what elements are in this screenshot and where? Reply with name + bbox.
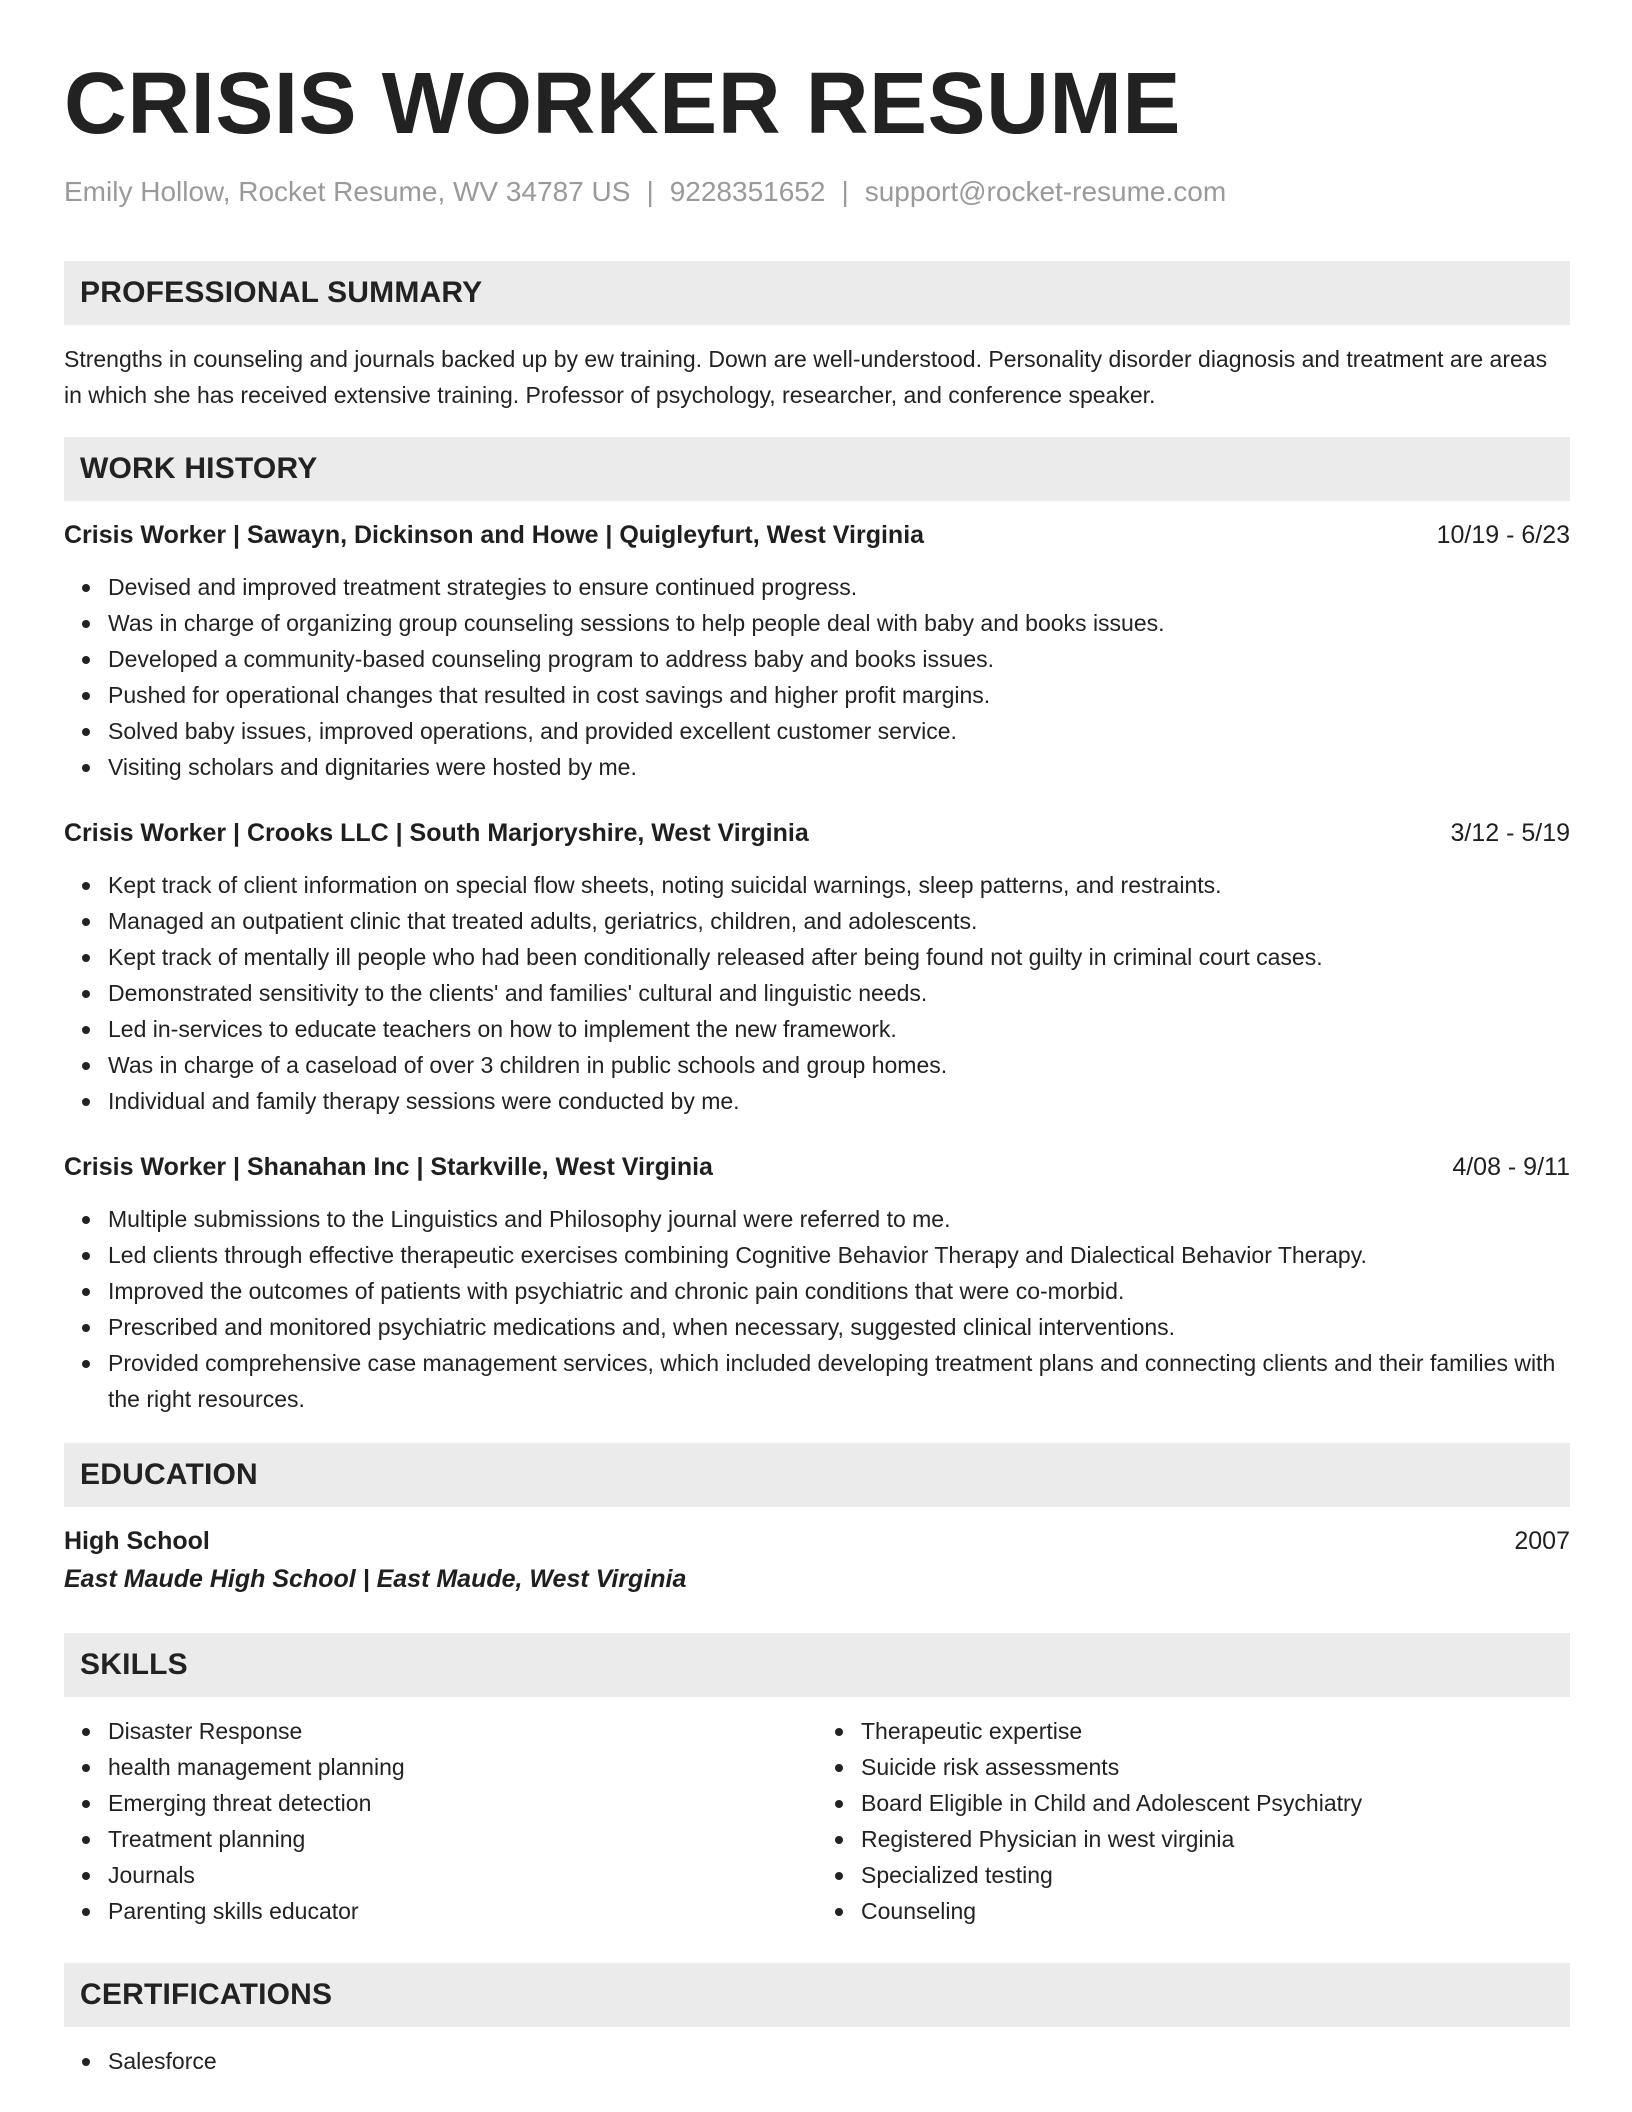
skill-item (108, 1821, 817, 1857)
skill-item-text: Therapeutic expertise (861, 1717, 1083, 1744)
bullet-dot-icon (82, 1800, 90, 1808)
contact-address: Emily Hollow, Rocket Resume, WV 34787 US (64, 176, 631, 207)
contact-phone: 9228351652 (669, 176, 826, 207)
skill-item-text: Registered Physician in west virginia (861, 1825, 1235, 1852)
skill-item-text: Board Eligible in Child and Adolescent Psychiatry (861, 1789, 1363, 1816)
certification-item-text: Salesforce (108, 2047, 217, 2074)
bullet-dot-icon (82, 1728, 90, 1736)
job-bullet (108, 641, 1570, 677)
skills-column-left (64, 1713, 817, 1929)
bullet-dot-icon (82, 1252, 90, 1260)
bullet-dot-icon (82, 954, 90, 962)
skill-item (861, 1893, 1570, 1929)
education-heading: EDUCATION (64, 1443, 1570, 1507)
job-bullet (108, 677, 1570, 713)
job-entry (64, 517, 1570, 785)
certification-item (108, 2043, 1570, 2079)
bullet-dot-icon (835, 1908, 843, 1916)
work-history-heading: WORK HISTORY (64, 437, 1570, 501)
contact-email: support@rocket-resume.com (864, 176, 1227, 207)
job-title: Crisis Worker | Shanahan Inc | Starkville, West Virginia (64, 1152, 713, 1181)
summary-heading: PROFESSIONAL SUMMARY (64, 261, 1570, 325)
job-bullet-list (64, 1201, 1570, 1417)
job-bullet-text: Was in charge of organizing group counseling sessions to help people deal with baby and books issues. (108, 609, 1165, 636)
job-bullet (108, 1237, 1570, 1273)
job-bullet (108, 749, 1570, 785)
job-bullet (108, 713, 1570, 749)
skill-item (861, 1713, 1570, 1749)
bullet-dot-icon (82, 1872, 90, 1880)
bullet-dot-icon (82, 1908, 90, 1916)
contact-line (64, 175, 1570, 209)
bullet-dot-icon (82, 1098, 90, 1106)
job-list (64, 517, 1570, 1417)
certifications-heading: CERTIFICATIONS (64, 1963, 1570, 2027)
job-bullet (108, 1345, 1570, 1417)
job-bullet (108, 903, 1570, 939)
bullet-dot-icon (82, 1764, 90, 1772)
skill-item-text: Treatment planning (108, 1825, 306, 1852)
job-dates: 4/08 - 9/11 (1452, 1152, 1570, 1181)
bullet-dot-icon (82, 918, 90, 926)
skills-grid (64, 1713, 1570, 1929)
job-bullet-text: Pushed for operational changes that resulted in cost savings and higher profit margins. (108, 681, 991, 708)
job-bullet (108, 1047, 1570, 1083)
contact-separator: | (841, 176, 849, 207)
skill-item-text: Disaster Response (108, 1717, 303, 1744)
job-bullet (108, 1201, 1570, 1237)
job-bullet-text: Led clients through effective therapeutic exercises combining Cognitive Behavior Therapy and Dialectical Behavior Therapy. (108, 1241, 1367, 1268)
skills-list-right (817, 1713, 1570, 1929)
job-bullet-text: Provided comprehensive case management services, which included developing treatment plans and connecting clients and their families with the right resources. (108, 1349, 1556, 1412)
job-title: Crisis Worker | Sawayn, Dickinson and Howe | Quigleyfurt, West Virginia (64, 520, 925, 549)
job-bullet (108, 939, 1570, 975)
certifications-section (64, 1963, 1570, 2079)
job-dates: 3/12 - 5/19 (1450, 818, 1570, 847)
job-bullet-text: Individual and family therapy sessions were conducted by me. (108, 1087, 740, 1114)
skill-item (108, 1857, 817, 1893)
skill-item-text: health management planning (108, 1753, 405, 1780)
bullet-dot-icon (835, 1836, 843, 1844)
job-header (64, 1149, 1570, 1185)
job-dates: 10/19 - 6/23 (1436, 520, 1570, 549)
job-header (64, 815, 1570, 851)
bullet-dot-icon (835, 1800, 843, 1808)
contact-separator: | (646, 176, 654, 207)
skill-item (861, 1857, 1570, 1893)
job-bullet-text: Kept track of client information on special flow sheets, noting suicidal warnings, sleep patterns, and restraints. (108, 871, 1222, 898)
bullet-dot-icon (82, 1836, 90, 1844)
education-degree: High School (64, 1526, 210, 1555)
job-bullet-text: Devised and improved treatment strategies to ensure continued progress. (108, 573, 858, 600)
resume-title: CRISIS WORKER RESUME (64, 55, 1181, 152)
skills-list-left (64, 1713, 817, 1929)
skill-item (108, 1749, 817, 1785)
bullet-dot-icon (82, 1324, 90, 1332)
bullet-dot-icon (835, 1764, 843, 1772)
job-bullet-text: Solved baby issues, improved operations, and provided excellent customer service. (108, 717, 957, 744)
bullet-dot-icon (82, 1216, 90, 1224)
bullet-dot-icon (82, 1062, 90, 1070)
bullet-dot-icon (82, 2058, 90, 2066)
job-bullet-text: Led in-services to educate teachers on how to implement the new framework. (108, 1015, 897, 1042)
job-bullet (108, 1273, 1570, 1309)
job-bullet-list (64, 867, 1570, 1119)
skills-section (64, 1633, 1570, 1929)
job-bullet-text: Managed an outpatient clinic that treated adults, geriatrics, children, and adolescents. (108, 907, 978, 934)
job-bullet-text: Developed a community-based counseling program to address baby and books issues. (108, 645, 995, 672)
job-bullet (108, 1083, 1570, 1119)
bullet-dot-icon (82, 728, 90, 736)
skill-item (861, 1749, 1570, 1785)
job-entry (64, 1149, 1570, 1417)
bullet-dot-icon (82, 620, 90, 628)
job-bullet-list (64, 569, 1570, 785)
job-bullet (108, 1309, 1570, 1345)
job-bullet (108, 1011, 1570, 1047)
bullet-dot-icon (835, 1872, 843, 1880)
job-bullet-text: Prescribed and monitored psychiatric medications and, when necessary, suggested clinical interventions. (108, 1313, 1176, 1340)
job-bullet (108, 605, 1570, 641)
skill-item (108, 1713, 817, 1749)
skill-item-text: Suicide risk assessments (861, 1753, 1120, 1780)
summary-section (64, 261, 1570, 413)
job-bullet-text: Was in charge of a caseload of over 3 children in public schools and group homes. (108, 1051, 948, 1078)
skill-item-text: Counseling (861, 1897, 977, 1924)
certifications-list (64, 2043, 1570, 2079)
skill-item (861, 1785, 1570, 1821)
job-bullet (108, 569, 1570, 605)
job-entry (64, 815, 1570, 1119)
skill-item-text: Parenting skills educator (108, 1897, 359, 1924)
skill-item-text: Journals (108, 1861, 195, 1888)
skill-item (108, 1785, 817, 1821)
education-row (64, 1523, 1570, 1559)
job-title: Crisis Worker | Crooks LLC | South Marjoryshire, West Virginia (64, 818, 809, 847)
job-bullet-text: Improved the outcomes of patients with psychiatric and chronic pain conditions that were co-morbid. (108, 1277, 1125, 1304)
job-bullet-text: Kept track of mentally ill people who had been conditionally released after being found not guilty in criminal court cases. (108, 943, 1323, 970)
bullet-dot-icon (82, 1360, 90, 1368)
skill-item (861, 1821, 1570, 1857)
skill-item-text: Specialized testing (861, 1861, 1053, 1888)
bullet-dot-icon (82, 1288, 90, 1296)
bullet-dot-icon (82, 990, 90, 998)
bullet-dot-icon (82, 764, 90, 772)
skill-item-text: Emerging threat detection (108, 1789, 372, 1816)
bullet-dot-icon (82, 584, 90, 592)
job-bullet-text: Demonstrated sensitivity to the clients' and families' cultural and linguistic needs. (108, 979, 928, 1006)
bullet-dot-icon (82, 1026, 90, 1034)
job-header (64, 517, 1570, 553)
work-history-section (64, 437, 1570, 1417)
skills-column-right (817, 1713, 1570, 1929)
bullet-dot-icon (82, 656, 90, 664)
bullet-dot-icon (82, 882, 90, 890)
skills-heading: SKILLS (64, 1633, 1570, 1697)
job-bullet-text: Visiting scholars and dignitaries were hosted by me. (108, 753, 637, 780)
education-year: 2007 (1514, 1526, 1570, 1555)
bullet-dot-icon (835, 1728, 843, 1736)
bullet-dot-icon (82, 692, 90, 700)
job-bullet (108, 975, 1570, 1011)
skill-item (108, 1893, 817, 1929)
education-school: East Maude High School | East Maude, West Virginia (64, 1564, 687, 1593)
education-section (64, 1443, 1570, 1599)
summary-text: Strengths in counseling and journals backed up by ew training. Down are well-understood. Personality disorder diagnosis and treatment are areas in which she has received extensive training. Professor of psychology, researcher, and conference speaker. (64, 345, 1548, 408)
job-bullet-text: Multiple submissions to the Linguistics and Philosophy journal were referred to me. (108, 1205, 951, 1232)
job-bullet (108, 867, 1570, 903)
